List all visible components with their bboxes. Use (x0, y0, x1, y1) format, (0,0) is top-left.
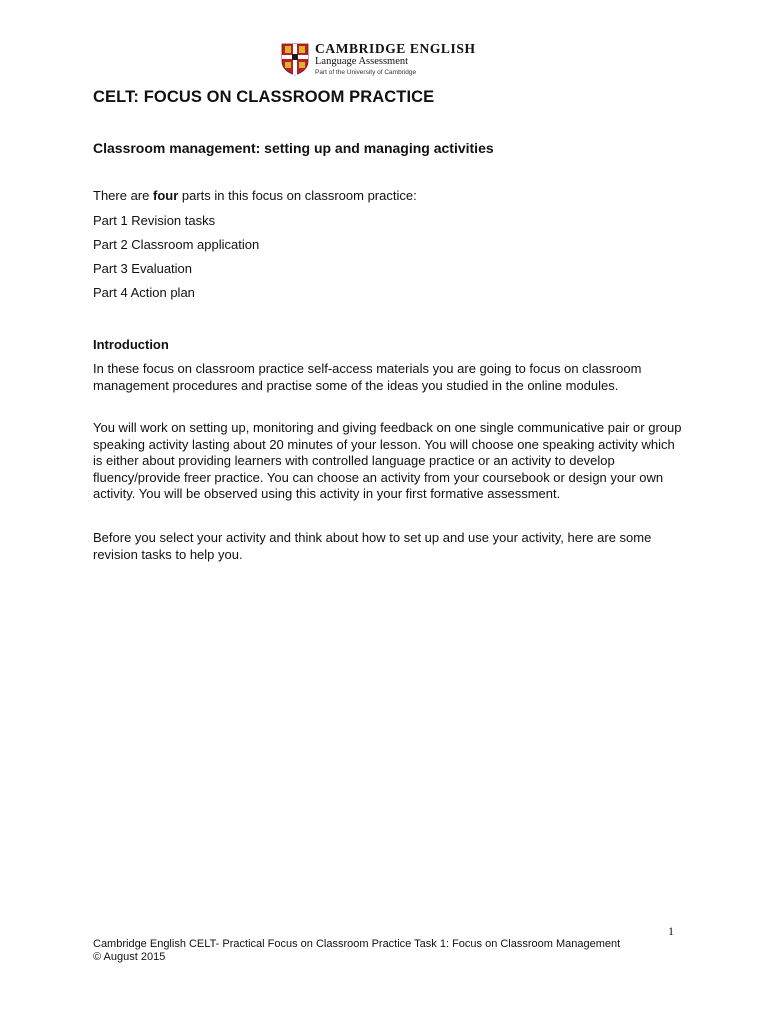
logo-main-text: CAMBRIDGE ENGLISH (315, 40, 476, 56)
page-number: 1 (668, 924, 674, 938)
logo-sub-text: Language Assessment (315, 56, 409, 68)
intro-line (93, 188, 683, 205)
footer-line-1: Cambridge English CELT- Practical Focus on Classroom Practice Task 1: Focus on Classroom Management (93, 938, 621, 950)
introduction-heading: Introduction (93, 337, 169, 352)
cambridge-english-logo (281, 42, 476, 76)
page-footer (93, 938, 693, 964)
footer-copyright: © August 2015 (93, 951, 166, 963)
part-item-1: Part 1 Revision tasks (93, 213, 216, 228)
intro-line-after: parts in this focus on classroom practice: (178, 188, 417, 203)
introduction-paragraph-2: You will work on setting up, monitoring and giving feedback on one single communicative pair or group speaking activity lasting about 20 minutes of your lesson. You will choose one speaking activity which is either about providing learners with controlled language practice or an activity to develop fluency/provide freer practice. You can choose an activity from your coursebook or design your own activity. You will be observed using this activity in your first formative assessment. (93, 420, 682, 501)
introduction-paragraph-1: In these focus on classroom practice self-access materials you are going to focus on classroom management procedures and practise some of the ideas you studied in the online modules. (93, 361, 642, 393)
cambridge-crest-icon (281, 43, 309, 76)
introduction-paragraph-3: Before you select your activity and think about how to set up and use your activity, here are some revision tasks to help you. (93, 530, 652, 562)
part-item-2: Part 2 Classroom application (93, 237, 260, 252)
intro-line-before: There are (93, 188, 153, 203)
document-subtitle: Classroom management: setting up and managing activities (93, 140, 494, 156)
logo-tagline: Part of the University of Cambridge (315, 68, 417, 76)
part-item-3: Part 3 Evaluation (93, 261, 193, 276)
intro-line-emphasis: four (152, 188, 179, 203)
part-item-4: Part 4 Action plan (93, 285, 195, 300)
document-title: CELT: FOCUS ON CLASSROOM PRACTICE (93, 88, 435, 106)
